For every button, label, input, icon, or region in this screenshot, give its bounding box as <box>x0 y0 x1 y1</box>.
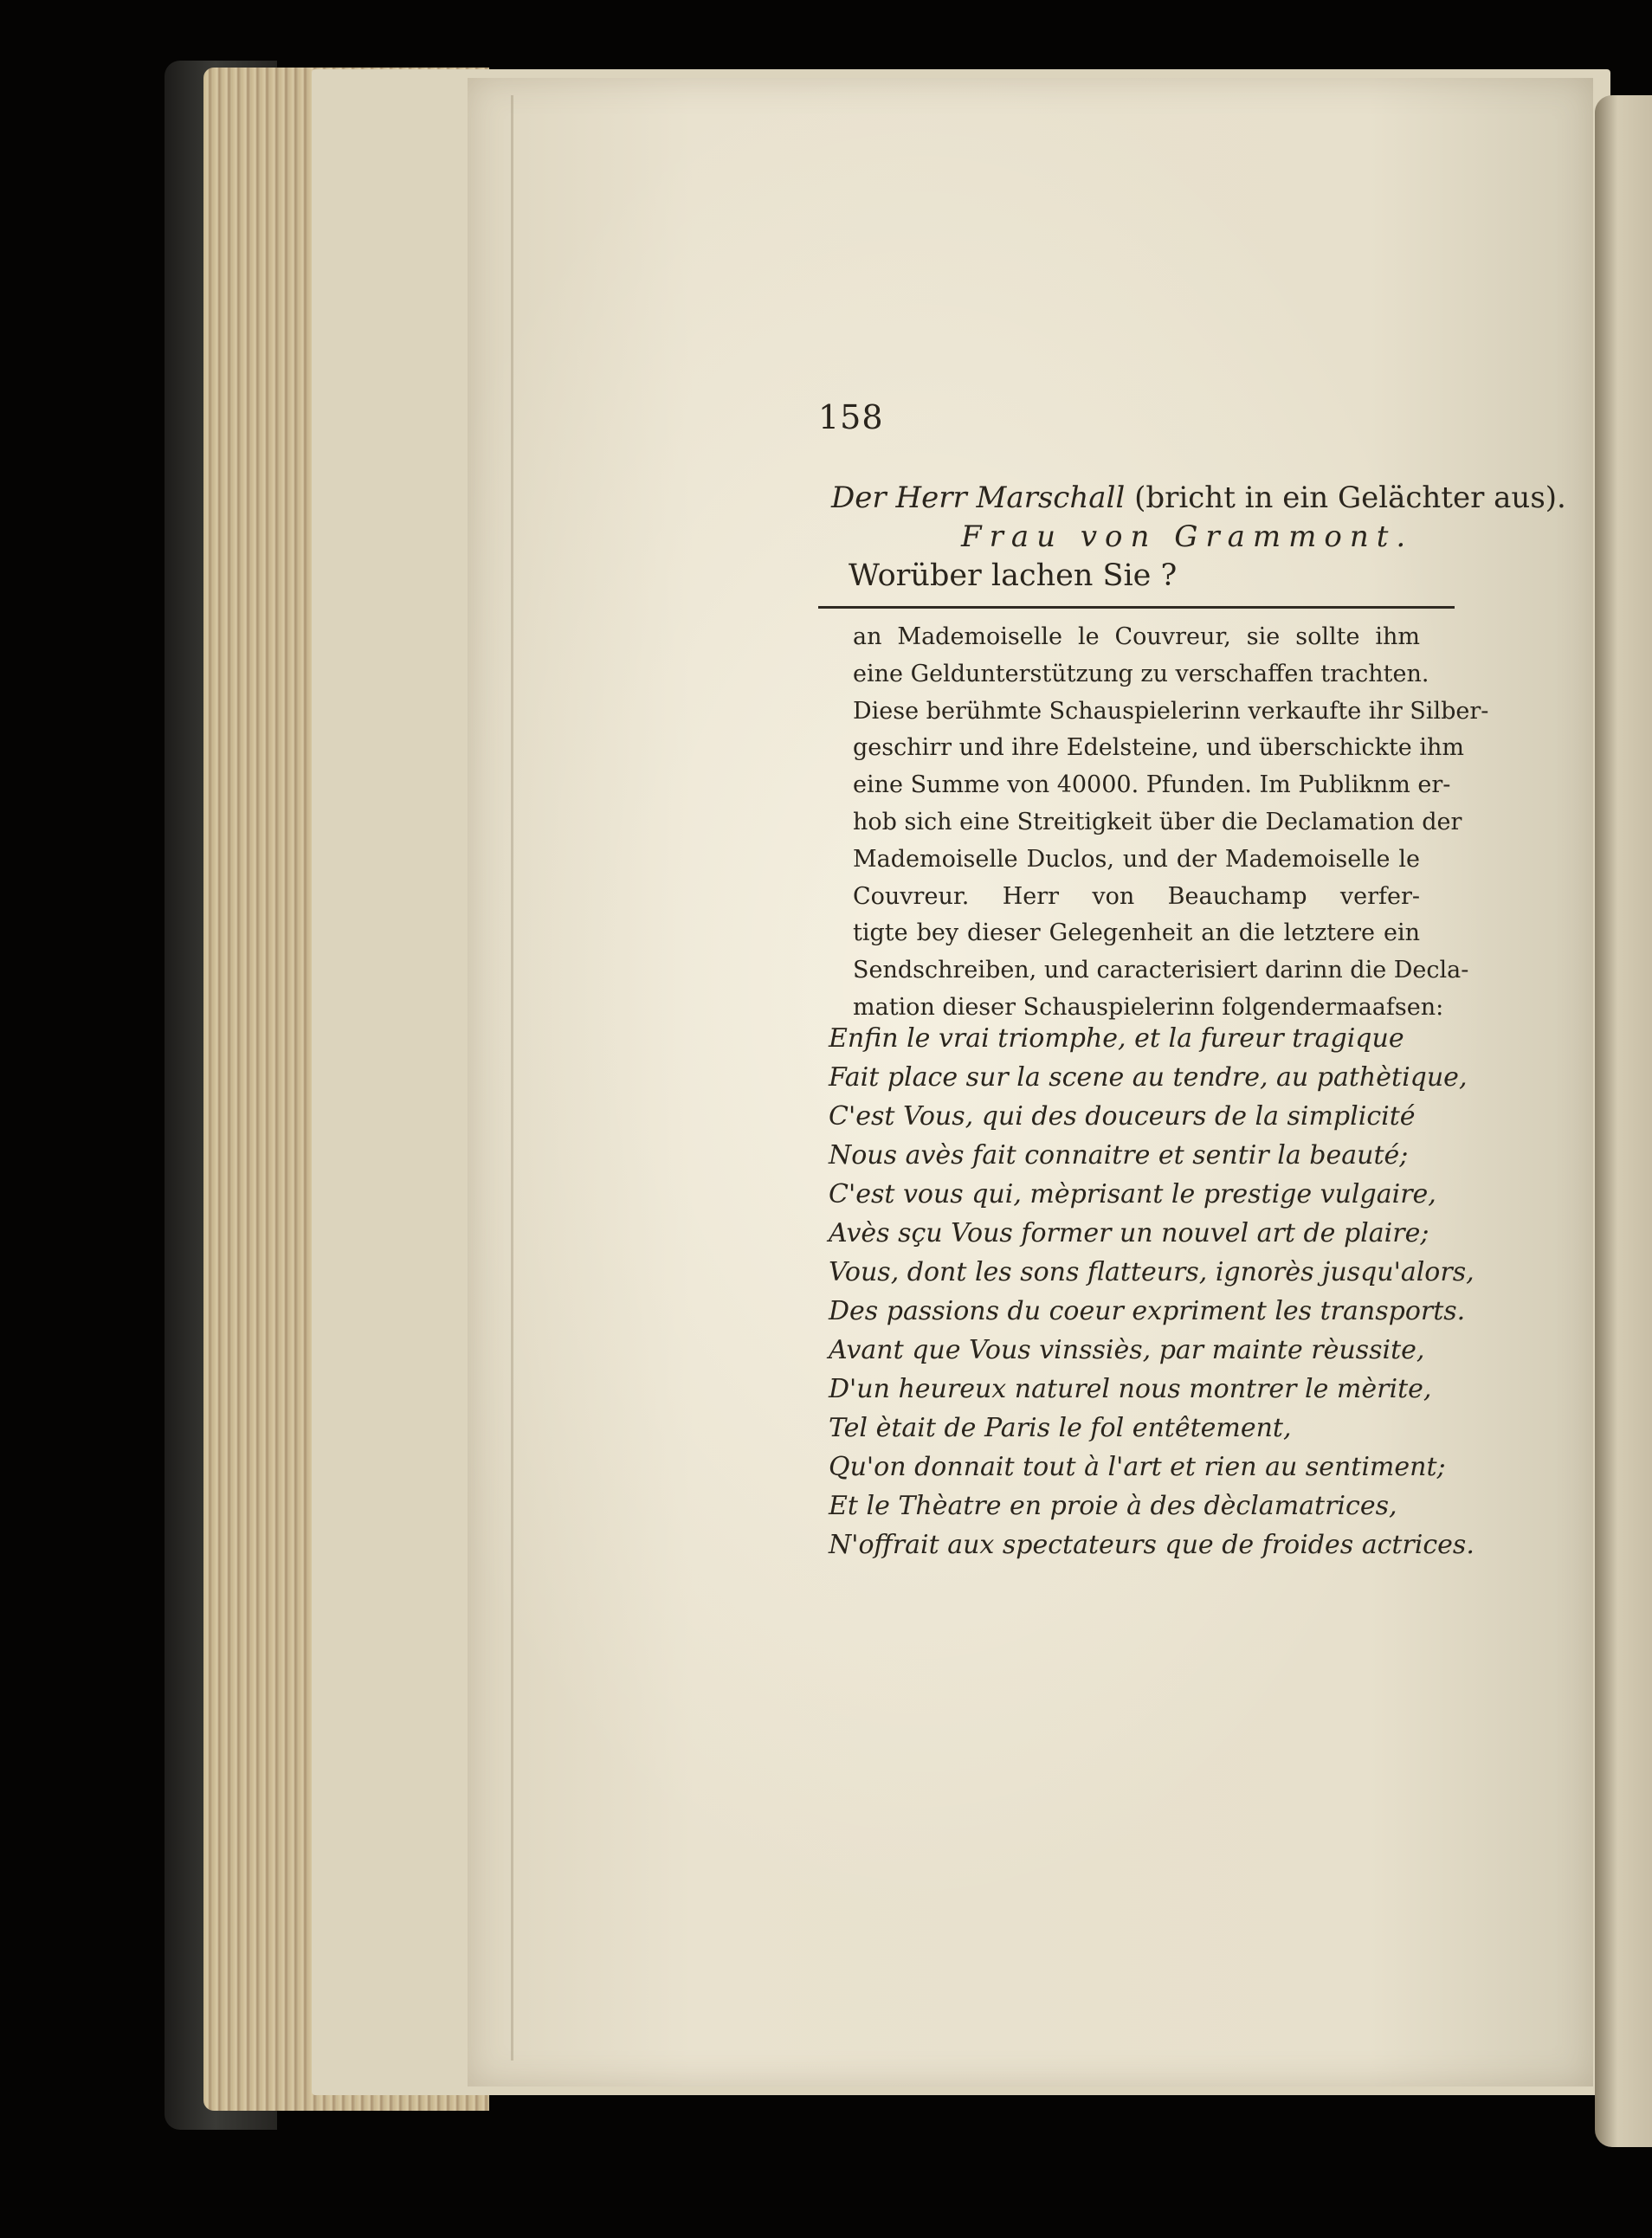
verse-line: Fait place sur la scene au tendre, au pathètique, <box>829 1062 1468 1093</box>
prose-line: an Mademoiselle le Couvreur, sie sollte ihm <box>853 623 1420 650</box>
verse-line: Tel ètait de Paris le fol entêtement, <box>829 1413 1292 1443</box>
section-rule <box>818 606 1455 609</box>
page-fold-line <box>511 95 513 2061</box>
verse-line: N'offrait aux spectateurs que de froides actrices. <box>829 1530 1475 1560</box>
prose-line: Diese berühmte Schauspielerinn verkaufte ihr Silber- <box>853 697 1489 725</box>
prose-line: hob sich eine Streitigkeit über die Declamation der <box>853 808 1462 835</box>
verse-line: C'est Vous, qui des douceurs de la simplicité <box>829 1101 1416 1132</box>
verse-line: Des passions du coeur expriment les transports. <box>829 1296 1466 1326</box>
prose-line: eine Geldunterstützung zu verschaffen trachten. <box>853 660 1429 687</box>
verse-line: Nous avès fait connaitre et sentir la beauté; <box>829 1140 1409 1171</box>
prose-line: eine Summe von 40000. Pfunden. Im Publiknm er- <box>853 771 1451 799</box>
verse-line: Vous, dont les sons flatteurs, ignorès jusqu'alors, <box>829 1257 1475 1287</box>
speaker-line <box>831 480 1566 515</box>
dialogue-question: Worüber lachen Sie ? <box>849 558 1178 593</box>
verse-line: Et le Thèatre en proie à des dèclamatrices, <box>829 1491 1397 1521</box>
prose-line: tigte bey dieser Gelegenheit an die letztere ein <box>853 919 1420 947</box>
verse-line: Avès sçu Vous former un nouvel art de plaire; <box>829 1218 1429 1248</box>
prose-paragraph <box>853 619 1489 1027</box>
verse-line: C'est vous qui, mèprisant le prestige vulgaire, <box>829 1179 1436 1209</box>
facing-page-edge <box>1595 95 1652 2147</box>
page-number: 158 <box>818 398 884 436</box>
verse-line: Avant que Vous vinssiès, par mainte rèussite, <box>829 1335 1425 1365</box>
verse-line: D'un heureux naturel nous montrer le mèrite, <box>829 1374 1432 1404</box>
speaker-name: Der Herr Marschall <box>831 480 1126 515</box>
stage-direction: (bricht in ein Gelächter aus). <box>1134 480 1566 515</box>
second-speaker: Frau von Grammont. <box>961 519 1414 554</box>
prose-line: mation dieser Schauspielerinn folgendermaafsen: <box>853 993 1444 1021</box>
prose-line: geschirr und ihre Edelsteine, und überschickte ihm <box>853 734 1464 762</box>
verse-block <box>829 1019 1475 1564</box>
verse-line: Enfin le vrai triomphe, et la fureur tragique <box>829 1023 1404 1054</box>
verse-line: Qu'on donnait tout à l'art et rien au sentiment; <box>829 1452 1446 1482</box>
prose-line: Couvreur. Herr von Beauchamp verfer- <box>853 882 1420 910</box>
prose-line: Mademoiselle Duclos, und der Mademoiselle le <box>853 845 1420 873</box>
prose-line: Sendschreiben, und caracterisiert darinn die Decla- <box>853 957 1469 984</box>
